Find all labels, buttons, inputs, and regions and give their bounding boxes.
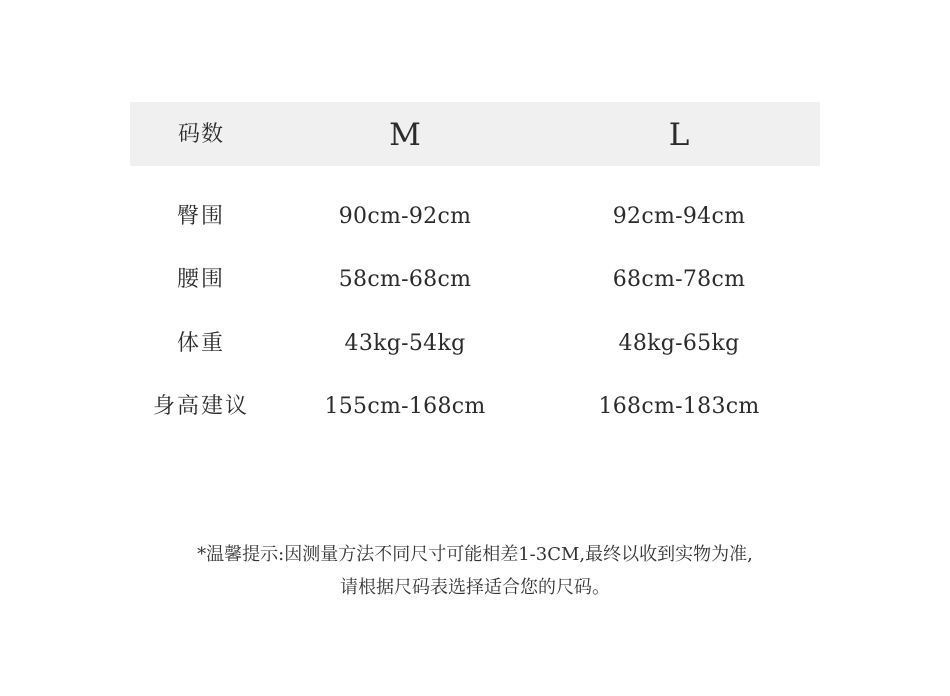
row-label-weight: 体重 (176, 331, 225, 356)
row-waist (130, 260, 820, 300)
size-chart-header-row (130, 102, 820, 166)
hip-value-m: 90cm-92cm (338, 204, 472, 229)
row-height (130, 387, 820, 427)
row-weight (130, 324, 820, 364)
waist-value-l: 68cm-78cm (612, 267, 746, 292)
row-label-hip: 臀围 (176, 204, 225, 229)
height-value-m: 155cm-168cm (324, 394, 486, 419)
row-label-height: 身高建议 (152, 394, 249, 419)
header-size-l: L (668, 117, 690, 153)
height-value-l: 168cm-183cm (598, 394, 760, 419)
hip-value-l: 92cm-94cm (612, 204, 746, 229)
header-label-size: 码数 (177, 122, 224, 147)
size-note-line-1: *温馨提示:因测量方法不同尺寸可能相差1-3CM,最终以收到实物为准, (197, 544, 753, 565)
weight-value-m: 43kg-54kg (344, 331, 466, 356)
row-hip (130, 197, 820, 237)
waist-value-m: 58cm-68cm (338, 267, 472, 292)
weight-value-l: 48kg-65kg (618, 331, 740, 356)
header-size-m: M (389, 117, 421, 153)
row-label-waist: 腰围 (176, 267, 225, 292)
size-note-line-2: 请根据尺码表选择适合您的尺码。 (340, 577, 610, 598)
